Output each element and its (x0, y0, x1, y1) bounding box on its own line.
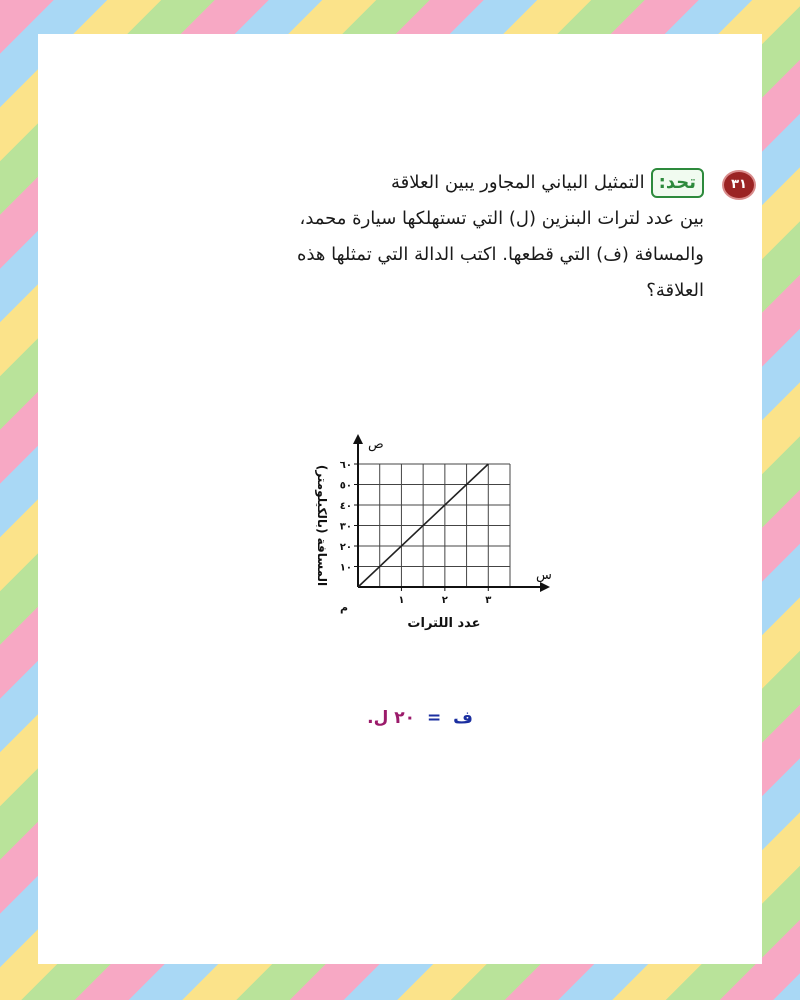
y-axis-title: المسافة (بالكيلومتر) (315, 464, 329, 587)
y-tick-label: ٤٠ (339, 501, 352, 512)
answer-equals: = (426, 708, 442, 728)
question-line-2: بين عدد لترات البنزين (ل) التي تستهلكها سيارة محمد، (299, 208, 704, 229)
question-line-4: العلاقة؟ (646, 280, 704, 301)
question-line-3: والمسافة (ف) التي قطعها. اكتب الدالة التي تمثلها هذه (297, 244, 704, 265)
x-tick-label: ٢ (441, 595, 448, 606)
origin-label: م (340, 601, 349, 614)
question-block (184, 165, 747, 309)
y-tick-label: ٥٠ (339, 480, 352, 492)
challenge-tag: تحد: (651, 168, 704, 198)
question-text-1: التمثيل البياني المجاور يبين العلاقة (391, 172, 645, 193)
y-tick-label: ٣٠ (339, 521, 352, 533)
distance-liters-chart (300, 430, 560, 640)
x-axis-symbol: س (536, 568, 552, 583)
x-axis-title: عدد اللترات (407, 616, 481, 631)
x-axis-arrow-icon (540, 582, 550, 592)
x-tick-label: ١ (398, 595, 405, 606)
question-line-1 (184, 165, 704, 201)
answer (360, 708, 480, 728)
x-tick-label: ٣ (485, 595, 492, 606)
answer-rhs: ٢٠ ل. (367, 708, 416, 728)
question-number-badge: ٣١ (722, 170, 756, 200)
answer-lhs: ف (453, 708, 473, 728)
y-tick-label: ٢٠ (339, 542, 352, 553)
y-axis-symbol: ص (368, 437, 384, 452)
y-tick-label: ١٠ (339, 562, 352, 574)
y-axis-arrow-icon (353, 434, 363, 444)
y-tick-label: ٦٠ (339, 460, 352, 471)
